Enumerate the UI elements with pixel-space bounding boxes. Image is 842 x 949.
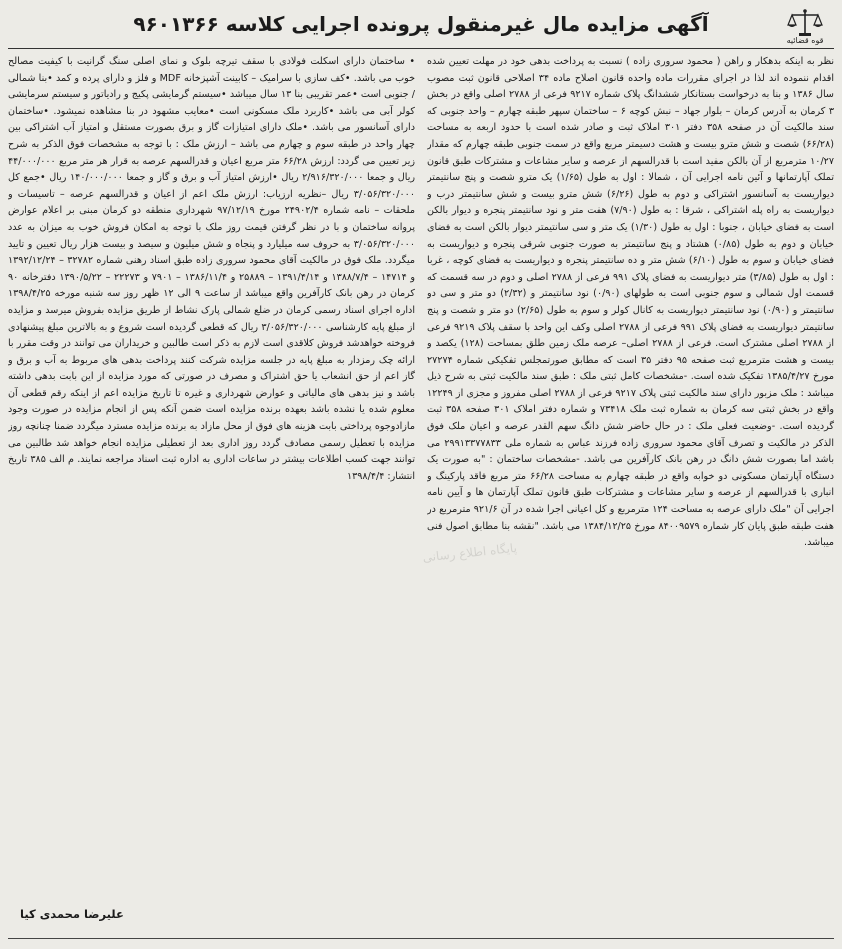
column-right — [427, 54, 834, 933]
notice-title: آگهی مزایده مال غیرمنقول پرونده اجرایی کلاسه ۹۶۰۱۳۶۶ — [133, 12, 709, 36]
emblem-caption: قوه قضائیه — [786, 36, 824, 45]
notice-columns — [8, 54, 834, 933]
notice-header — [0, 4, 842, 46]
column-right-text: نظر به اینکه بدهکار و راهن ( محمود سروری زاده ) نسبت به پرداخت بدهی خود در مهلت تعیین شده اقدام ننموده اند لذا در اجرای مقررات ماده واحده قانون اصلاح ماده ۳۴ اصلاحی قانون ثبت مصوب سال ۱۳۸۶ و بنا به درخواست بستانکار ششدانگ پلاک شماره ۹۲۱۷ فرعی از ۲۷۸۸ اصلی واقع در بخش ۳ کرمان به آدرس کرمان – بلوار جهاد – نبش کوچه ۶ – ساختمان سپهر طبقه چهارم – واحد جنوبی که سند مالکیت آن در صفحه ۳۵۸ دفتر ۳۰۱ املاک ثبت و صادر شده است با حدود اربعه به مساحت (۶۶/۲۸) شصت و شش مترو بیست و هشت دسیمتر مربع واقع در سمت جنوبی طبقه چهارم که مقدار ۱۰/۲۷ مترمربع از آن بالکن مفید است با قدرالسهم از عرصه و سایر مشاعات و مشترکات طبق قانون تملک آپارتمانها و آئین نامه اجرایی آن ، شمالا : اول به طول (۱/۶۵) یک مترو شصت و پنج سانتیمتر دیواریست به آسانسور اشتراکی و دوم به طول (۶/۲۶) شش مترو بیست و شش سانتیمتر درب و دیواریست به راه پله اشتراکی ، شرقا : به طول (۷/۹۰) هفت متر و نود سانتیمتر پنجره و دیوار بالکن است به فضای خیابان ، جنوبا : اول به طول (۱/۳۰) یک متر و سی سانتیمتر دیوار بالکن است به فضای خیابان و دوم به طول (۰/۸۵) هشتاد و پنج سانتیمتر به صورت جنوبی شرقی پنجره و دیواریست به فضای خیابان و سوم به طول (۶/۱۰) شش متر و ده سانتیمتر پنجره و دیواریست به فضای کوچه ، غربا : اول به طول (۳/۸۵) متر دیواریست به فضای پلاک ۹۹۱ فرعی از ۲۷۸۸ اصلی و دوم در سه قسمت که قسمت اول شمالی و سوم جنوبی است به طولهای (۰/۹۰) نود سانتیمتر و (۲/۳۲) دو متر و سی دو سانتیمتر و (۰/۹۰) نود سانتیمتر دیواریست به کانال کولر و سوم به طول (۲/۶۵) دو متر و شصت و پنج سانتیمتر دیواریست به فضای پلاک ۹۹۱ فرعی از ۲۷۸۸ اصلی وکف این واحد با سقف پلاک ۹۲۱۹ فرعی از ۲۷۸۸ اصلی مشترک است. فرعی از ۲۷۸۸ اصلی– عرصه ملک زمین طلق بمساحت (۱۲۸) یکصد و بیست و هشت مترمربع ثبت صفحه ۹۵ دفتر ۳۵ است که مطابق صورتمجلس تفکیکی شماره ۲۷۲۷۴ مورخ ۱۳۸۵/۴/۲۷ تفکیک شده است. -مشخصات کامل ثبتی ملک : طبق سند مالکیت ثبتی به شرح ذیل میباشد : ملک مزبور دارای سند مالکیت ثبتی پلاک ۹۲۱۷ فرعی از ۲۷۸۸ اصلی مفروز و مجزی از ۱۲۲۴۹ واقع در بخش ثبتی سه کرمان به شماره ثبت ملک ۷۳۴۱۸ و شماره دفتر املاک ۳۰۱ صفحه ۳۵۸ ثبت گردیده است. -وضعیت فعلی ملک : در حال حاضر شش دانگ سهم القدر عرصه و اعیان ملک فوق الذکر در مالکیت و تصرف آقای محمود سروری زاده فرزند عباس به شماره ملی ۲۹۹۱۳۳۷۷۸۳۳ می باشد اما بصورت شش دانگ در رهن بانک کارآفرین می باشد. -مشخصات ساختمان : "به صورت یک دستگاه آپارتمان مسکونی دو خوابه واقع در طبقه چهارم به مساحت ۶۶/۲۸ متر مربع فاقد پارکینگ و انباری با قدرالسهم از عرصه و سایر مشاعات و مشترکات طبق قانون تملک آپارتمان ها و آیین نامه اجرایی آن "ملک دارای عرصه به مساحت ۱۲۴ مترمربع و کل اعیانی اجرا شده در آن ۹۲۱/۶ مترمربع در هفت طبقه طبق پایان کار شماره ۸۴۰۰۹۵۷۹ مورخ ۱۳۸۴/۱۲/۲۵ می باشد. "نقشه بنا مطابق اصول فنی میباشد. — [427, 56, 834, 549]
column-left — [8, 54, 415, 933]
signature: علیرضا محمدی کیا — [20, 907, 124, 921]
column-left-text: • ساختمان دارای اسکلت فولادی با سقف تیرچه بلوک و نمای اصلی سنگ گرانیت با کیفیت مصالح خوب می باشد. •کف سازی با سرامیک – کابینت آشپزخانه MDF و فلز و دارای پرده و کمد •بنا شمالی / جنوبی است •عمر تقریبی بنا ۱۳ سال میباشد •سیستم گرمایشی پکیج و رادیاتور و سیستم سرمایشی کولر آبی می باشد •کاربرد ملک مسکونی است •معایب مشهود در بنا مشاهده نمیشود. •ساختمان دارای آسانسور می باشد. •ملک دارای امتیازات گاز و برق بصورت مستقل و امتیاز آب اشتراکی بین چهار واحد در طبقه سوم و چهارم می باشد – ارزش ملک : با توجه به مشخصات فوق الذکر به شرح زیر تعیین می گردد: ارزش ۶۶/۲۸ متر مربع اعیان و قدرالسهم عرصه به قرار هر متر مربع ۴۴/۰۰۰/۰۰۰ ریال و جمعا ۲/۹۱۶/۳۲۰/۰۰۰ ریال •ارزش امتیاز آب و برق و گاز و جمعا ۱۴۰/۰۰۰/۰۰۰ ریال •جمع کل ۳/۰۵۶/۳۲۰/۰۰۰ ریال –نظریه ارزیاب: ارزش ملک اعم از اعیان و قدرالسهم عرصه – تاسیسات و ملحقات – نامه شماره ۲۴۹۰۲/۴ مورخ ۹۷/۱۲/۱۹ شهرداری منطقه دو کرمان مبنی بر اعلام عوارض پروانه ساختمان و با در نظر گرفتن قیمت روز ملک با توجه به امکان فروش خوب به میزان به عدد ۳/۰۵۶/۳۲۰/۰۰۰ به حروف سه میلیارد و پنجاه و شش میلیون و سیصد و بیست هزار ریال تعیین و تایید میگردد. ملک فوق در مالکیت آقای محمود سروری زاده طبق اسناد رهنی شماره ۳۲۷۸۲ – ۱۳۹۲/۱۲/۲۴ و ۱۴۷۱۴ – ۱۳۸۸/۷/۴ و ۱۳۹۱/۴/۱۴ – ۲۵۸۸۹ و ۱۳۸۶/۱۱/۴ – ۷۹۰۱ و ۲۲۲۷۳ – ۱۳۹۰/۵/۲۲ دفترخانه ۹۰ کرمان در رهن بانک کارآفرین واقع میباشد از ساعت ۹ الی ۱۲ ظهر روز سه شنبه مورخه ۱۳۹۸/۴/۲۵ اداره اجرای اسناد رسمی کرمان در ضلع شمالی پارک نشاط از طریق مزایده بفروش میرسد و مزایده از مبلغ پایه کارشناسی ۳/۰۵۶/۳۲۰/۰۰۰ ریال که قطعی گردیده است شروع و به بالاترین مبلغ پیشنهادی فروخته خواهدشد فروش کلاقدی است لازم به ذکر است طالبین و خریداران می توانند در وقت مقرر با ارائه چک رمزدار به مبلغ پایه در جلسه مزایده شرکت کنند پرداخت بدهی های مربوط به آب و برق و گاز اعم از حق انشعاب یا حق اشتراک و مصرف در صورتی که مورد مزایده از این بابت بدهی داشته باشد و نیز بدهی های مالیاتی و عوارض شهرداری و غیره تا تاریخ مزایده اعم از اینکه رقم قطعی آن معلوم شده یا نشده باشد بعهده برنده مزایده است ضمن آنکه پس از انجام مزایده در صورت وجود مازادوجوه پرداختی بابت هزینه های فوق از محل مازاد به برنده مزایده مسترد میگردد ضمنا چنانچه روز مزایده با تعطیل رسمی مصادف گردد روز اداری بعد از تعطیلی مزایده انجام خواهد شد طالبین می توانند جهت کسب اطلاعات بیشتر در ساعات اداری به اداره ثبت اسناد مراجعه نمایند. م الف ۳۸۵ تاریخ انتشار: ۱۳۹۸/۴/۴ — [8, 56, 415, 482]
title-rule — [8, 48, 834, 49]
bottom-rule — [8, 938, 834, 939]
watermark: پایگاه اطلاع رسانی — [421, 540, 518, 565]
